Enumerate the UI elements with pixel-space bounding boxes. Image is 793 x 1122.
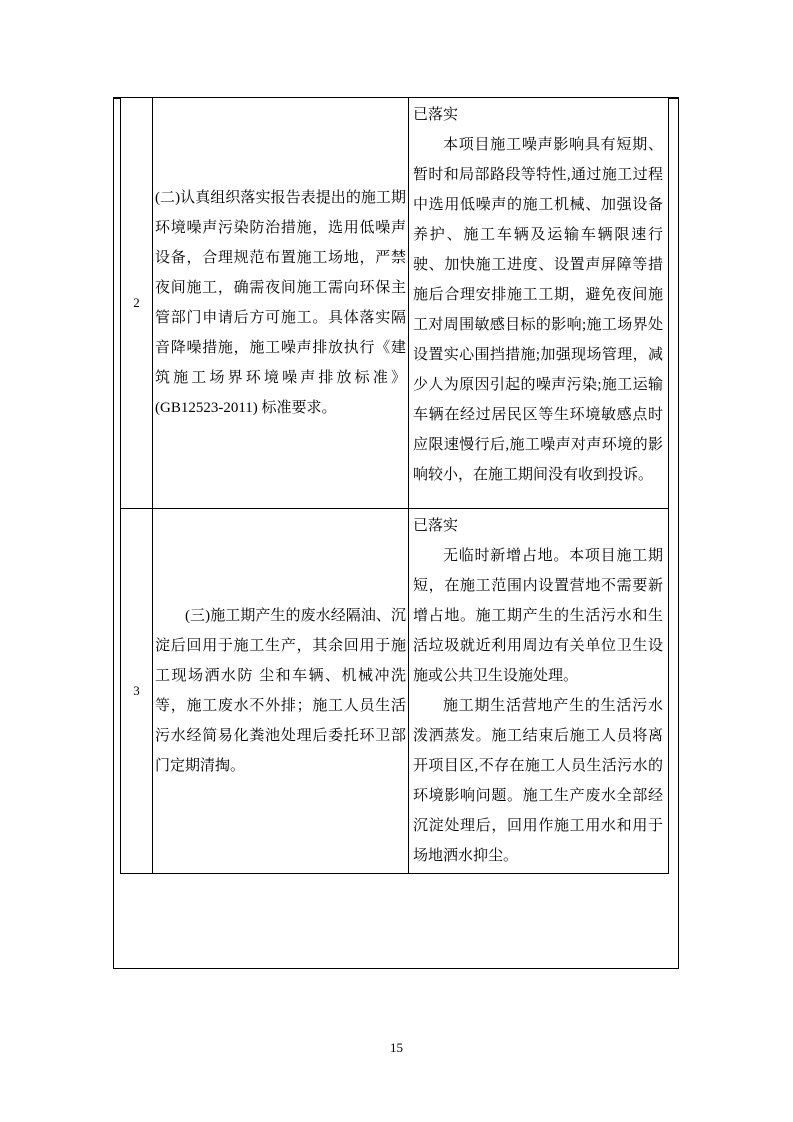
table-row xyxy=(121,509,669,874)
implementation-detail: 本项目施工噪声影响具有短期、暂时和局部路段等特性,通过施工过程中选用低噪声的施工机械、加强设备养护、施工车辆及运输车辆限速行驶、加快施工进度、设置声屏障等措施后合理安排施工工期，避免夜间施工对周围敏感目标的影响;施工场界处设置实心围挡措施;加强现场管理，减少人为原因引起的噪声污染;施工运输车辆在经过居民区等生环境敏感点时应限速慢行后,施工噪声对声环境的影响较小，在施工期间没有收到投诉。 xyxy=(413,137,663,483)
implementation-detail: 施工期生活营地产生的生活污水泼洒蒸发。施工结束后施工人员将离开项目区,不存在施工人员生活污水的环境影响问题。施工生产废水全部经沉淀处理后，回用作施工用水和用于场地洒水抑尘。 xyxy=(413,698,663,864)
row-number: 2 xyxy=(121,98,153,509)
implementation-detail: 无临时新增占地。本项目施工期短，在施工范围内设置营地不需要新增占地。施工期产生的生活污水和生活垃圾就近利用周边有关单位卫生设施或公共卫生设施处理。 xyxy=(413,548,663,684)
row-number: 3 xyxy=(121,509,153,874)
measure-text: (二)认真组织落实报告表提出的施工期环境噪声污染防治措施，选用低噪声设备，合理规范布置施工场地，严禁夜间施工，确需夜间施工需向环保主管部门申请后方可施工。具体落实隔音降噪措施，施工噪声排放执行《建筑施工场界环境噪声排放标准》(GB12523-2011) 标准要求。 xyxy=(155,190,406,416)
implementation-cell xyxy=(409,509,669,874)
implementation-status: 已落实 xyxy=(413,107,459,123)
table-row xyxy=(121,98,669,509)
measure-text: (三)施工期产生的废水经隔油、沉淀后回用于施工生产，其余回用于施工现场洒水防 尘和车辆、机械冲洗等，施工废水不外排；施工人员生活污水经简易化粪池处理后委托环卫部门定期清掏。 xyxy=(155,608,406,774)
measure-cell xyxy=(153,509,409,874)
measure-cell xyxy=(153,98,409,509)
implementation-status-table xyxy=(120,97,669,874)
page-number: 15 xyxy=(390,1040,403,1055)
implementation-status: 已落实 xyxy=(413,518,459,534)
implementation-cell xyxy=(409,98,669,509)
